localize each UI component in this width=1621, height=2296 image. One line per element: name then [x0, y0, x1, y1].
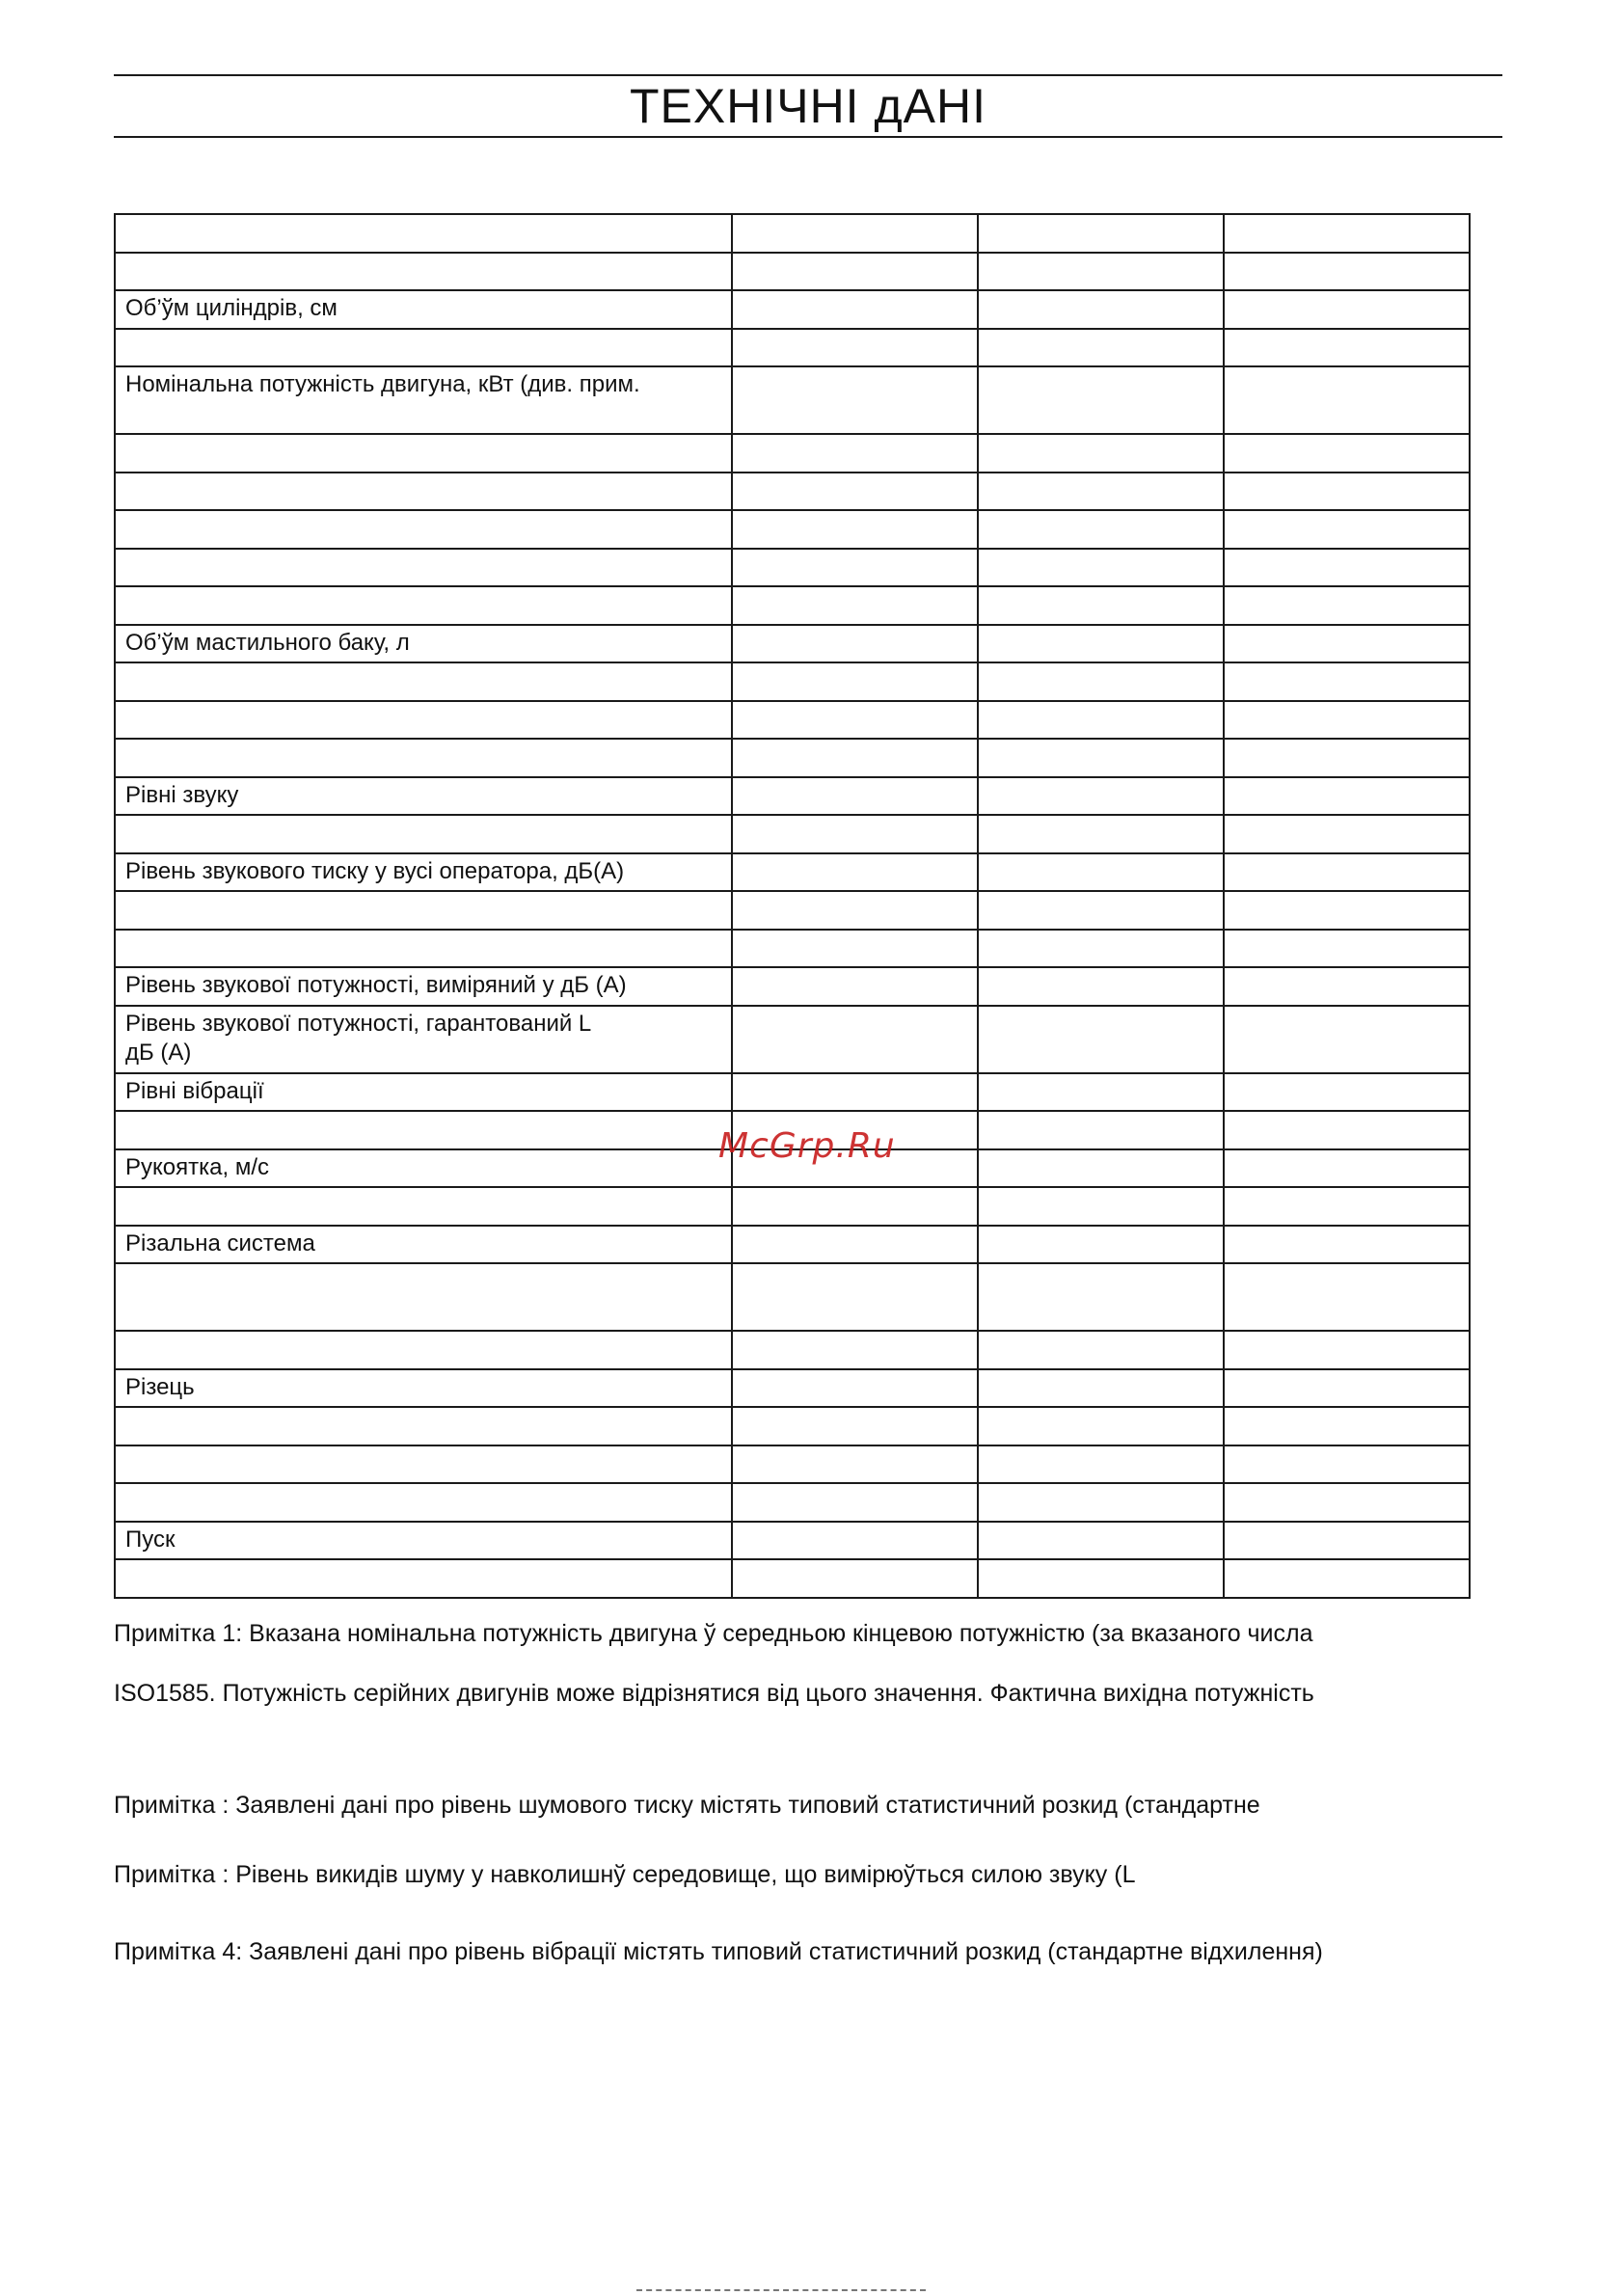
- note-line: Примітка 1: Вказана номінальна потужність двигуна ў середньою кінцевою потужністю (за вказаного числа: [114, 1620, 1313, 1647]
- row-label: Різальна система: [125, 1229, 315, 1256]
- value-cell: [732, 701, 978, 740]
- value-cell: [1224, 739, 1470, 777]
- value-cell: [978, 891, 1224, 930]
- value-cell: [1224, 815, 1470, 853]
- value-cell: [1224, 930, 1470, 968]
- value-cell: [978, 1445, 1224, 1484]
- table-row: [115, 510, 1470, 549]
- table-row: [115, 1522, 1470, 1560]
- footer-rule: [636, 2289, 926, 2295]
- value-cell: [732, 1445, 978, 1484]
- value-cell: [1224, 1187, 1470, 1226]
- row-label: [125, 330, 721, 333]
- value-cell: [1224, 549, 1470, 587]
- row-label: [125, 215, 721, 218]
- row-label-cell: [115, 701, 732, 740]
- value-cell: [732, 1483, 978, 1522]
- value-cell: [978, 290, 1224, 329]
- value-cell: [978, 1483, 1224, 1522]
- note-line: Примітка 4: Заявлені дані про рівень вібрації містять типовий статистичний розкид (стандартне відхилення): [114, 1938, 1323, 1965]
- value-cell: [1224, 853, 1470, 892]
- table-row: [115, 1559, 1470, 1598]
- value-cell: [732, 253, 978, 291]
- table-row: [115, 1073, 1470, 1112]
- value-cell: [1224, 1369, 1470, 1408]
- row-label-cell: [115, 1073, 732, 1112]
- table-row: [115, 329, 1470, 367]
- value-cell: [1224, 1522, 1470, 1560]
- value-cell: [732, 549, 978, 587]
- value-cell: [1224, 1263, 1470, 1331]
- table-row: [115, 662, 1470, 701]
- row-label: [125, 1264, 721, 1267]
- row-label-cell: [115, 549, 732, 587]
- row-label-cell: [115, 214, 732, 253]
- value-cell: [732, 739, 978, 777]
- value-cell: [1224, 1226, 1470, 1264]
- row-label: [125, 892, 721, 895]
- row-label-cell: [115, 815, 732, 853]
- table-row: [115, 777, 1470, 816]
- value-cell: [978, 1522, 1224, 1560]
- value-cell: [978, 1407, 1224, 1445]
- row-label-cell: [115, 434, 732, 473]
- value-cell: [1224, 1073, 1470, 1112]
- row-label-cell: [115, 1187, 732, 1226]
- row-label-cell: [115, 290, 732, 329]
- value-cell: [978, 662, 1224, 701]
- table-row: [115, 586, 1470, 625]
- value-cell: [732, 1522, 978, 1560]
- value-cell: [978, 1226, 1224, 1264]
- row-label: [125, 1112, 721, 1115]
- value-cell: [732, 662, 978, 701]
- value-cell: [732, 1226, 978, 1264]
- value-cell: [978, 1111, 1224, 1149]
- value-cell: [1224, 701, 1470, 740]
- row-label: [125, 740, 721, 743]
- table-row: [115, 1331, 1470, 1369]
- row-label: [125, 550, 721, 553]
- row-label-cell: [115, 1559, 732, 1598]
- table-row: [115, 473, 1470, 511]
- row-label: [125, 816, 721, 819]
- value-cell: [1224, 214, 1470, 253]
- value-cell: [1224, 777, 1470, 816]
- row-label-cell: [115, 777, 732, 816]
- row-label: [125, 702, 721, 705]
- value-cell: [978, 1369, 1224, 1408]
- value-cell: [978, 329, 1224, 367]
- row-label: [125, 1560, 721, 1563]
- row-label: [125, 1188, 721, 1191]
- value-cell: [978, 1559, 1224, 1598]
- value-cell: [732, 1407, 978, 1445]
- row-label-cell: [115, 625, 732, 663]
- row-label-cell: [115, 473, 732, 511]
- page-title: ТЕХНІЧНІ дАНІ: [630, 79, 986, 133]
- row-label: [125, 1446, 721, 1449]
- value-cell: [978, 853, 1224, 892]
- row-label: Рукоятка, м/с: [125, 1153, 269, 1180]
- row-label-cell: [115, 253, 732, 291]
- spec-table: [114, 213, 1471, 1599]
- value-cell: [1224, 1331, 1470, 1369]
- value-cell: [978, 967, 1224, 1006]
- value-cell: [732, 625, 978, 663]
- table-row: [115, 549, 1470, 587]
- value-cell: [1224, 586, 1470, 625]
- value-cell: [1224, 662, 1470, 701]
- value-cell: [732, 1369, 978, 1408]
- value-cell: [732, 586, 978, 625]
- value-cell: [1224, 434, 1470, 473]
- table-row: [115, 739, 1470, 777]
- value-cell: [1224, 1483, 1470, 1522]
- row-label: [125, 663, 721, 666]
- table-row: [115, 1445, 1470, 1484]
- value-cell: [1224, 891, 1470, 930]
- row-label: Об’ўм мастильного баку, л: [125, 629, 410, 656]
- value-cell: [1224, 1445, 1470, 1484]
- row-label-cell: [115, 1522, 732, 1560]
- row-label: [125, 587, 721, 590]
- table-row: [115, 253, 1470, 291]
- table-row: [115, 434, 1470, 473]
- row-label: Пуск: [125, 1526, 176, 1553]
- row-label: [125, 435, 721, 438]
- table-row: [115, 853, 1470, 892]
- value-cell: [978, 1263, 1224, 1331]
- value-cell: [978, 777, 1224, 816]
- note-line: ISO1585. Потужність серійних двигунів може відрізнятися від цього значення. Фактична вихідна потужність: [114, 1680, 1314, 1707]
- row-label-cell: [115, 853, 732, 892]
- value-cell: [732, 366, 978, 434]
- value-cell: [1224, 473, 1470, 511]
- value-cell: [978, 701, 1224, 740]
- value-cell: [732, 473, 978, 511]
- value-cell: [978, 510, 1224, 549]
- value-cell: [1224, 1006, 1470, 1073]
- value-cell: [732, 1073, 978, 1112]
- row-label-cell: [115, 329, 732, 367]
- row-label-cell: [115, 1006, 732, 1073]
- row-label-cell: [115, 1111, 732, 1149]
- row-label: Рівень звукової потужності, виміряний у дБ (A): [125, 972, 627, 998]
- title-bar: [114, 74, 1502, 138]
- row-label-cell: [115, 1445, 732, 1484]
- value-cell: [732, 930, 978, 968]
- value-cell: [1224, 1149, 1470, 1188]
- row-label-cell: [115, 586, 732, 625]
- table-row: [115, 1407, 1470, 1445]
- table-row: [115, 891, 1470, 930]
- row-label-cell: [115, 1149, 732, 1188]
- note-line: Примітка : Заявлені дані про рівень шумового тиску містять типовий статистичний розкид (стандартне: [114, 1792, 1260, 1819]
- value-cell: [978, 473, 1224, 511]
- row-label-cell: [115, 1407, 732, 1445]
- table-row: [115, 930, 1470, 968]
- value-cell: [732, 510, 978, 549]
- value-cell: [978, 434, 1224, 473]
- row-label-cell: [115, 1263, 732, 1331]
- row-label-cell: [115, 739, 732, 777]
- row-label: [125, 931, 721, 933]
- value-cell: [732, 1263, 978, 1331]
- value-cell: [1224, 1559, 1470, 1598]
- value-cell: [732, 1331, 978, 1369]
- row-label-cell: [115, 891, 732, 930]
- value-cell: [1224, 967, 1470, 1006]
- value-cell: [978, 815, 1224, 853]
- row-label-cell: [115, 1369, 732, 1408]
- value-cell: [732, 1006, 978, 1073]
- row-label-cell: [115, 510, 732, 549]
- value-cell: [978, 366, 1224, 434]
- value-cell: [732, 290, 978, 329]
- value-cell: [1224, 329, 1470, 367]
- value-cell: [732, 214, 978, 253]
- row-label: Номінальна потужність двигуна, кВт (див. прим.: [125, 371, 640, 397]
- table-row: [115, 1226, 1470, 1264]
- note-line: Примітка : Рівень викидів шуму у навколишнў середовище, що вимірюўться силою звуку (L: [114, 1861, 1136, 1888]
- value-cell: [1224, 1407, 1470, 1445]
- value-cell: [732, 434, 978, 473]
- value-cell: [978, 1006, 1224, 1073]
- table-row: [115, 625, 1470, 663]
- value-cell: [732, 815, 978, 853]
- value-cell: [978, 1073, 1224, 1112]
- value-cell: [732, 777, 978, 816]
- row-label-cell: [115, 1483, 732, 1522]
- row-label-cell: [115, 930, 732, 968]
- value-cell: [1224, 625, 1470, 663]
- value-cell: [1224, 366, 1470, 434]
- value-cell: [978, 1331, 1224, 1369]
- row-label: [125, 473, 721, 476]
- value-cell: [1224, 510, 1470, 549]
- row-label: [125, 511, 721, 514]
- row-label: Рівні звуку: [125, 781, 239, 808]
- value-cell: [732, 329, 978, 367]
- value-cell: [732, 1559, 978, 1598]
- row-label: Рівень звукової потужності, гарантований L дБ (A): [125, 1010, 592, 1066]
- value-cell: [1224, 1111, 1470, 1149]
- table-row: [115, 366, 1470, 434]
- table-row: [115, 1006, 1470, 1073]
- value-cell: [978, 253, 1224, 291]
- table-row: [115, 1263, 1470, 1331]
- table-row: [115, 701, 1470, 740]
- value-cell: [978, 739, 1224, 777]
- table-row: [115, 1187, 1470, 1226]
- value-cell: [978, 214, 1224, 253]
- value-cell: [978, 1149, 1224, 1188]
- table-row: [115, 1483, 1470, 1522]
- table-row: [115, 290, 1470, 329]
- value-cell: [1224, 253, 1470, 291]
- row-label: [125, 1484, 721, 1487]
- row-label: Різець: [125, 1373, 195, 1400]
- table-row: [115, 214, 1470, 253]
- row-label: Рівні вібрації: [125, 1077, 264, 1104]
- row-label: [125, 254, 721, 257]
- value-cell: [978, 549, 1224, 587]
- row-label-cell: [115, 967, 732, 1006]
- value-cell: [978, 625, 1224, 663]
- value-cell: [978, 586, 1224, 625]
- value-cell: [978, 930, 1224, 968]
- value-cell: [732, 891, 978, 930]
- value-cell: [732, 1187, 978, 1226]
- table-row: [115, 815, 1470, 853]
- row-label-cell: [115, 1331, 732, 1369]
- value-cell: [978, 1187, 1224, 1226]
- value-cell: [1224, 290, 1470, 329]
- row-label: Рівень звукового тиску у вусі оператора, дБ(А): [125, 857, 625, 884]
- value-cell: [732, 967, 978, 1006]
- row-label-cell: [115, 1226, 732, 1264]
- table-row: [115, 967, 1470, 1006]
- value-cell: [732, 853, 978, 892]
- row-label-cell: [115, 662, 732, 701]
- row-label: [125, 1408, 721, 1411]
- row-label-cell: [115, 366, 732, 434]
- watermark-text: McGrp.Ru: [718, 1126, 896, 1166]
- row-label: [125, 1332, 721, 1335]
- table-row: [115, 1369, 1470, 1408]
- row-label: Об’ўм циліндрів, см: [125, 295, 338, 321]
